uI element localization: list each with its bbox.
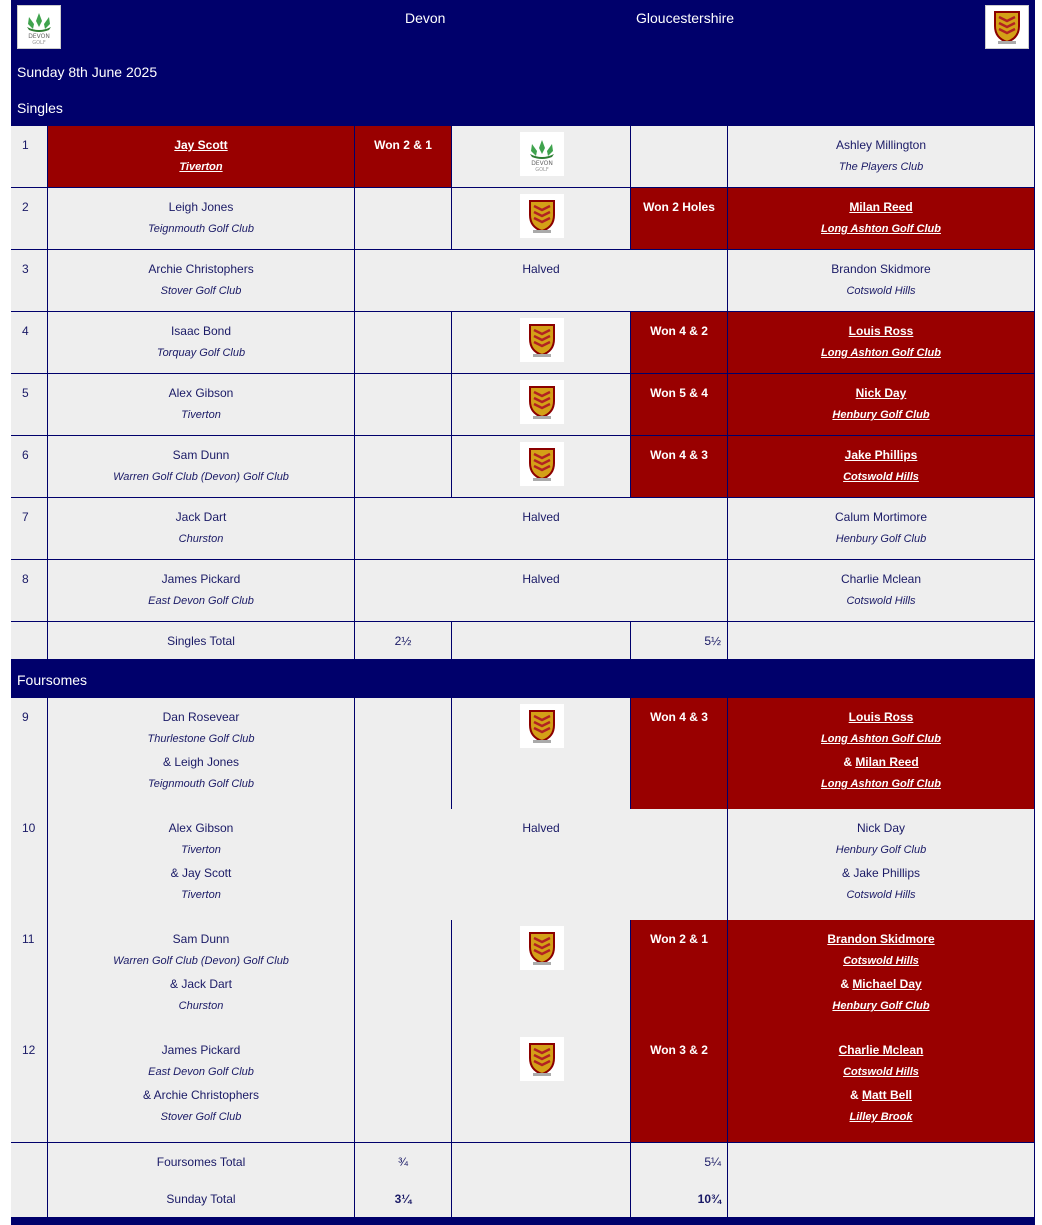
away-partner-name[interactable]: Michael Day: [852, 977, 922, 991]
winner-badge-cell: [452, 1031, 631, 1143]
ampersand: &: [142, 1088, 154, 1102]
away-partner-club: Cotswold Hills: [846, 889, 916, 901]
home-result-cell: [355, 920, 452, 1032]
home-partner: [48, 1088, 354, 1102]
away-partner-club[interactable]: Long Ashton Golf Club: [821, 778, 941, 790]
home-partner-name: Archie Christophers: [153, 1088, 260, 1102]
away-total: 10¾: [631, 1180, 728, 1218]
gloucestershire-crest-logo: [985, 5, 1029, 49]
home-player-name: Jack Dart: [175, 510, 227, 524]
home-player-name: Archie Christophers: [148, 262, 254, 276]
away-result-cell: [631, 126, 728, 188]
foursomes-match-row: [11, 920, 1035, 1032]
home-result-cell: [355, 1031, 452, 1143]
singles-match-row: [11, 126, 1035, 188]
away-player-name[interactable]: Jake Phillips: [844, 448, 918, 462]
match-number: 11: [11, 920, 48, 1032]
match-number: 3: [11, 250, 48, 312]
bottom-bar: [11, 1218, 1035, 1225]
away-player-name: Ashley Millington: [835, 138, 927, 152]
match-number: 4: [11, 312, 48, 374]
home-partner: [48, 755, 354, 769]
home-pair-cell: [48, 1031, 355, 1143]
match-number: 12: [11, 1031, 48, 1143]
total-row: [11, 1143, 1035, 1181]
away-player-cell: [728, 374, 1035, 436]
away-player-name[interactable]: Louis Ross: [848, 710, 914, 724]
home-pair-cell: [48, 920, 355, 1032]
singles-match-row: [11, 498, 1035, 560]
away-player-club[interactable]: Long Ashton Golf Club: [821, 733, 941, 745]
home-player-name: Alex Gibson: [168, 821, 234, 835]
away-pair-cell: [728, 698, 1035, 810]
home-result-cell: [355, 698, 452, 810]
away-partner: [728, 755, 1034, 769]
halved-result: Halved: [355, 498, 728, 560]
ampersand: &: [840, 977, 853, 991]
total-spacer: [452, 622, 631, 660]
home-player-club: Stover Golf Club: [160, 285, 242, 297]
away-player-club[interactable]: Cotswold Hills: [843, 471, 919, 483]
match-number: 1: [11, 126, 48, 188]
away-player-name[interactable]: Brandon Skidmore: [827, 932, 935, 946]
home-total: 3¼: [355, 1180, 452, 1218]
home-pair-cell: [48, 809, 355, 921]
home-player-cell: [48, 498, 355, 560]
away-player-name[interactable]: Milan Reed: [849, 200, 913, 214]
away-player-club: The Players Club: [838, 161, 924, 173]
home-player-name: Dan Rosevear: [162, 710, 240, 724]
ampersand: &: [841, 866, 854, 880]
home-partner-club: Stover Golf Club: [160, 1111, 242, 1123]
total-blank: [728, 1180, 1035, 1218]
total-blank: [728, 622, 1035, 660]
total-number-cell: [11, 622, 48, 660]
home-player-cell: [48, 312, 355, 374]
home-result-cell: Won 2 & 1: [355, 126, 452, 188]
away-partner-name: Jake Phillips: [853, 866, 921, 880]
devon-golf-logo: [17, 5, 61, 49]
singles-match-row: [11, 436, 1035, 498]
away-player-name: Charlie Mclean: [840, 572, 922, 586]
home-result-cell: [355, 374, 452, 436]
home-player-cell: [48, 560, 355, 622]
home-player-club: East Devon Golf Club: [148, 595, 254, 607]
winner-badge-cell: [452, 374, 631, 436]
away-player-club[interactable]: Cotswold Hills: [843, 1066, 919, 1078]
home-player-club: Teignmouth Golf Club: [148, 223, 254, 235]
home-player-cell: [48, 188, 355, 250]
away-player-cell: [728, 560, 1035, 622]
away-player-club: Henbury Golf Club: [835, 533, 927, 545]
away-player-club: Cotswold Hills: [846, 285, 916, 297]
match-number: 9: [11, 698, 48, 810]
away-total: 5¼: [631, 1143, 728, 1181]
home-player-name: Alex Gibson: [168, 386, 234, 400]
ampersand: &: [169, 977, 182, 991]
away-player-club: Henbury Golf Club: [835, 844, 927, 856]
total-row: [11, 1180, 1035, 1218]
foursomes-match-row: [11, 698, 1035, 810]
home-player-club: Warren Golf Club (Devon) Golf Club: [113, 955, 289, 967]
away-result-cell: Won 2 Holes: [631, 188, 728, 250]
section-singles: Singles: [17, 100, 63, 116]
gloucestershire-crest-logo: [520, 704, 564, 748]
away-player-cell: [728, 126, 1035, 188]
ampersand: &: [843, 755, 856, 769]
section-foursomes: Foursomes: [17, 672, 88, 688]
winner-badge-cell: [452, 312, 631, 374]
home-player-cell: [48, 126, 355, 188]
home-total: 2½: [355, 622, 452, 660]
away-result-cell: Won 4 & 3: [631, 698, 728, 810]
ampersand: &: [849, 1088, 862, 1102]
total-spacer: [452, 1180, 631, 1218]
away-player-cell: [728, 312, 1035, 374]
away-partner: [728, 1088, 1034, 1102]
home-player-name: Sam Dunn: [172, 448, 230, 462]
match-number: 8: [11, 560, 48, 622]
total-blank: [728, 1143, 1035, 1181]
home-result-cell: [355, 312, 452, 374]
halved-result: Halved: [355, 809, 728, 921]
away-result-cell: Won 2 & 1: [631, 920, 728, 1032]
svg-text:GOLF: GOLF: [32, 40, 46, 46]
winner-badge-cell: [452, 436, 631, 498]
ampersand: &: [162, 755, 175, 769]
match-number: 5: [11, 374, 48, 436]
home-player-name: James Pickard: [161, 572, 241, 586]
singles-match-row: [11, 374, 1035, 436]
away-player-club[interactable]: Cotswold Hills: [843, 955, 919, 967]
home-player-cell: [48, 374, 355, 436]
gloucestershire-crest-logo: [520, 194, 564, 238]
gloucestershire-crest-logo: [520, 442, 564, 486]
home-player-club: Churston: [178, 533, 224, 545]
gloucestershire-crest-logo: [520, 1037, 564, 1081]
home-player-name: Sam Dunn: [172, 932, 230, 946]
home-player-club: East Devon Golf Club: [148, 1066, 254, 1078]
total-number-cell: [11, 1180, 48, 1218]
match-header: [11, 0, 1035, 56]
home-result-cell: [355, 188, 452, 250]
home-player-name: James Pickard: [161, 1043, 241, 1057]
singles-match-row: [11, 560, 1035, 622]
winner-badge-cell: [452, 920, 631, 1032]
total-label: Foursomes Total: [48, 1143, 355, 1181]
away-team-name: Gloucestershire: [636, 10, 735, 26]
away-player-club[interactable]: Long Ashton Golf Club: [821, 223, 941, 235]
total-label: Sunday Total: [48, 1180, 355, 1218]
home-player-club: Tiverton: [181, 409, 221, 421]
away-pair-cell: [728, 1031, 1035, 1143]
away-total: 5½: [631, 622, 728, 660]
match-number: 6: [11, 436, 48, 498]
away-player-cell: [728, 250, 1035, 312]
home-player-name: Leigh Jones: [168, 200, 234, 214]
away-partner: [728, 977, 1034, 991]
away-partner-club[interactable]: Lilley Brook: [849, 1111, 913, 1123]
away-result-cell: Won 3 & 2: [631, 1031, 728, 1143]
match-number: 2: [11, 188, 48, 250]
match-number: 10: [11, 809, 48, 921]
home-partner: [48, 977, 354, 991]
home-player-name: Isaac Bond: [170, 324, 232, 338]
foursomes-match-row: [11, 809, 1035, 921]
home-total: ¾: [355, 1143, 452, 1181]
devon-golf-logo: [520, 132, 564, 176]
away-result-cell: Won 4 & 2: [631, 312, 728, 374]
home-player-name[interactable]: Jay Scott: [174, 138, 228, 152]
gloucestershire-crest-logo: [520, 926, 564, 970]
gloucestershire-crest-logo: [520, 380, 564, 424]
away-player-club[interactable]: Henbury Golf Club: [832, 409, 930, 421]
singles-match-row: [11, 188, 1035, 250]
home-partner-name: Jack Dart: [181, 977, 233, 991]
home-player-club: Thurlestone Golf Club: [147, 733, 255, 745]
svg-text:DEVON: DEVON: [531, 160, 553, 167]
away-partner-club[interactable]: Henbury Golf Club: [832, 1000, 930, 1012]
halved-result: Halved: [355, 250, 728, 312]
halved-result: Halved: [355, 560, 728, 622]
away-pair-cell: [728, 920, 1035, 1032]
winner-badge-cell: [452, 126, 631, 188]
home-partner-name: Jay Scott: [181, 866, 232, 880]
home-player-cell: [48, 250, 355, 312]
home-pair-cell: [48, 698, 355, 810]
away-partner-name[interactable]: Milan Reed: [855, 755, 919, 769]
winner-badge-cell: [452, 698, 631, 810]
home-team-name: Devon: [405, 10, 446, 26]
away-player-name: Calum Mortimore: [834, 510, 927, 524]
total-row: [11, 622, 1035, 660]
away-player-cell: [728, 498, 1035, 560]
away-player-club: Cotswold Hills: [846, 595, 916, 607]
away-result-cell: Won 4 & 3: [631, 436, 728, 498]
match-number: 7: [11, 498, 48, 560]
foursomes-match-row: [11, 1031, 1035, 1143]
away-partner-name[interactable]: Matt Bell: [861, 1088, 912, 1102]
home-player-club: Tiverton: [181, 844, 221, 856]
away-player-name[interactable]: Nick Day: [855, 386, 907, 400]
ampersand: &: [170, 866, 182, 880]
gloucestershire-crest-logo: [520, 318, 564, 362]
home-result-cell: [355, 436, 452, 498]
total-label: Singles Total: [48, 622, 355, 660]
total-spacer: [452, 1143, 631, 1181]
singles-match-row: [11, 250, 1035, 312]
away-player-name: Brandon Skidmore: [831, 262, 931, 276]
home-player-club: Torquay Golf Club: [156, 347, 246, 359]
home-player-club[interactable]: Tiverton: [179, 161, 223, 173]
away-player-cell: [728, 188, 1035, 250]
winner-badge-cell: [452, 188, 631, 250]
home-partner-club: Churston: [178, 1000, 224, 1012]
home-partner: [48, 866, 354, 880]
away-player-name[interactable]: Charlie Mclean: [838, 1043, 924, 1057]
away-player-name: Nick Day: [856, 821, 905, 835]
home-player-club: Warren Golf Club (Devon) Golf Club: [113, 471, 289, 483]
match-report: [11, 0, 1035, 1225]
home-player-cell: [48, 436, 355, 498]
svg-text:DEVON: DEVON: [28, 33, 50, 40]
away-player-cell: [728, 436, 1035, 498]
away-player-name[interactable]: Louis Ross: [848, 324, 914, 338]
home-partner-club: Teignmouth Golf Club: [148, 778, 254, 790]
home-partner-club: Tiverton: [181, 889, 221, 901]
away-pair-cell: [728, 809, 1035, 921]
away-partner: [728, 866, 1034, 880]
total-number-cell: [11, 1143, 48, 1181]
away-player-club[interactable]: Long Ashton Golf Club: [821, 347, 941, 359]
home-partner-name: Leigh Jones: [174, 755, 240, 769]
singles-match-row: [11, 312, 1035, 374]
away-result-cell: Won 5 & 4: [631, 374, 728, 436]
svg-text:GOLF: GOLF: [535, 167, 549, 173]
match-date: Sunday 8th June 2025: [17, 64, 158, 80]
